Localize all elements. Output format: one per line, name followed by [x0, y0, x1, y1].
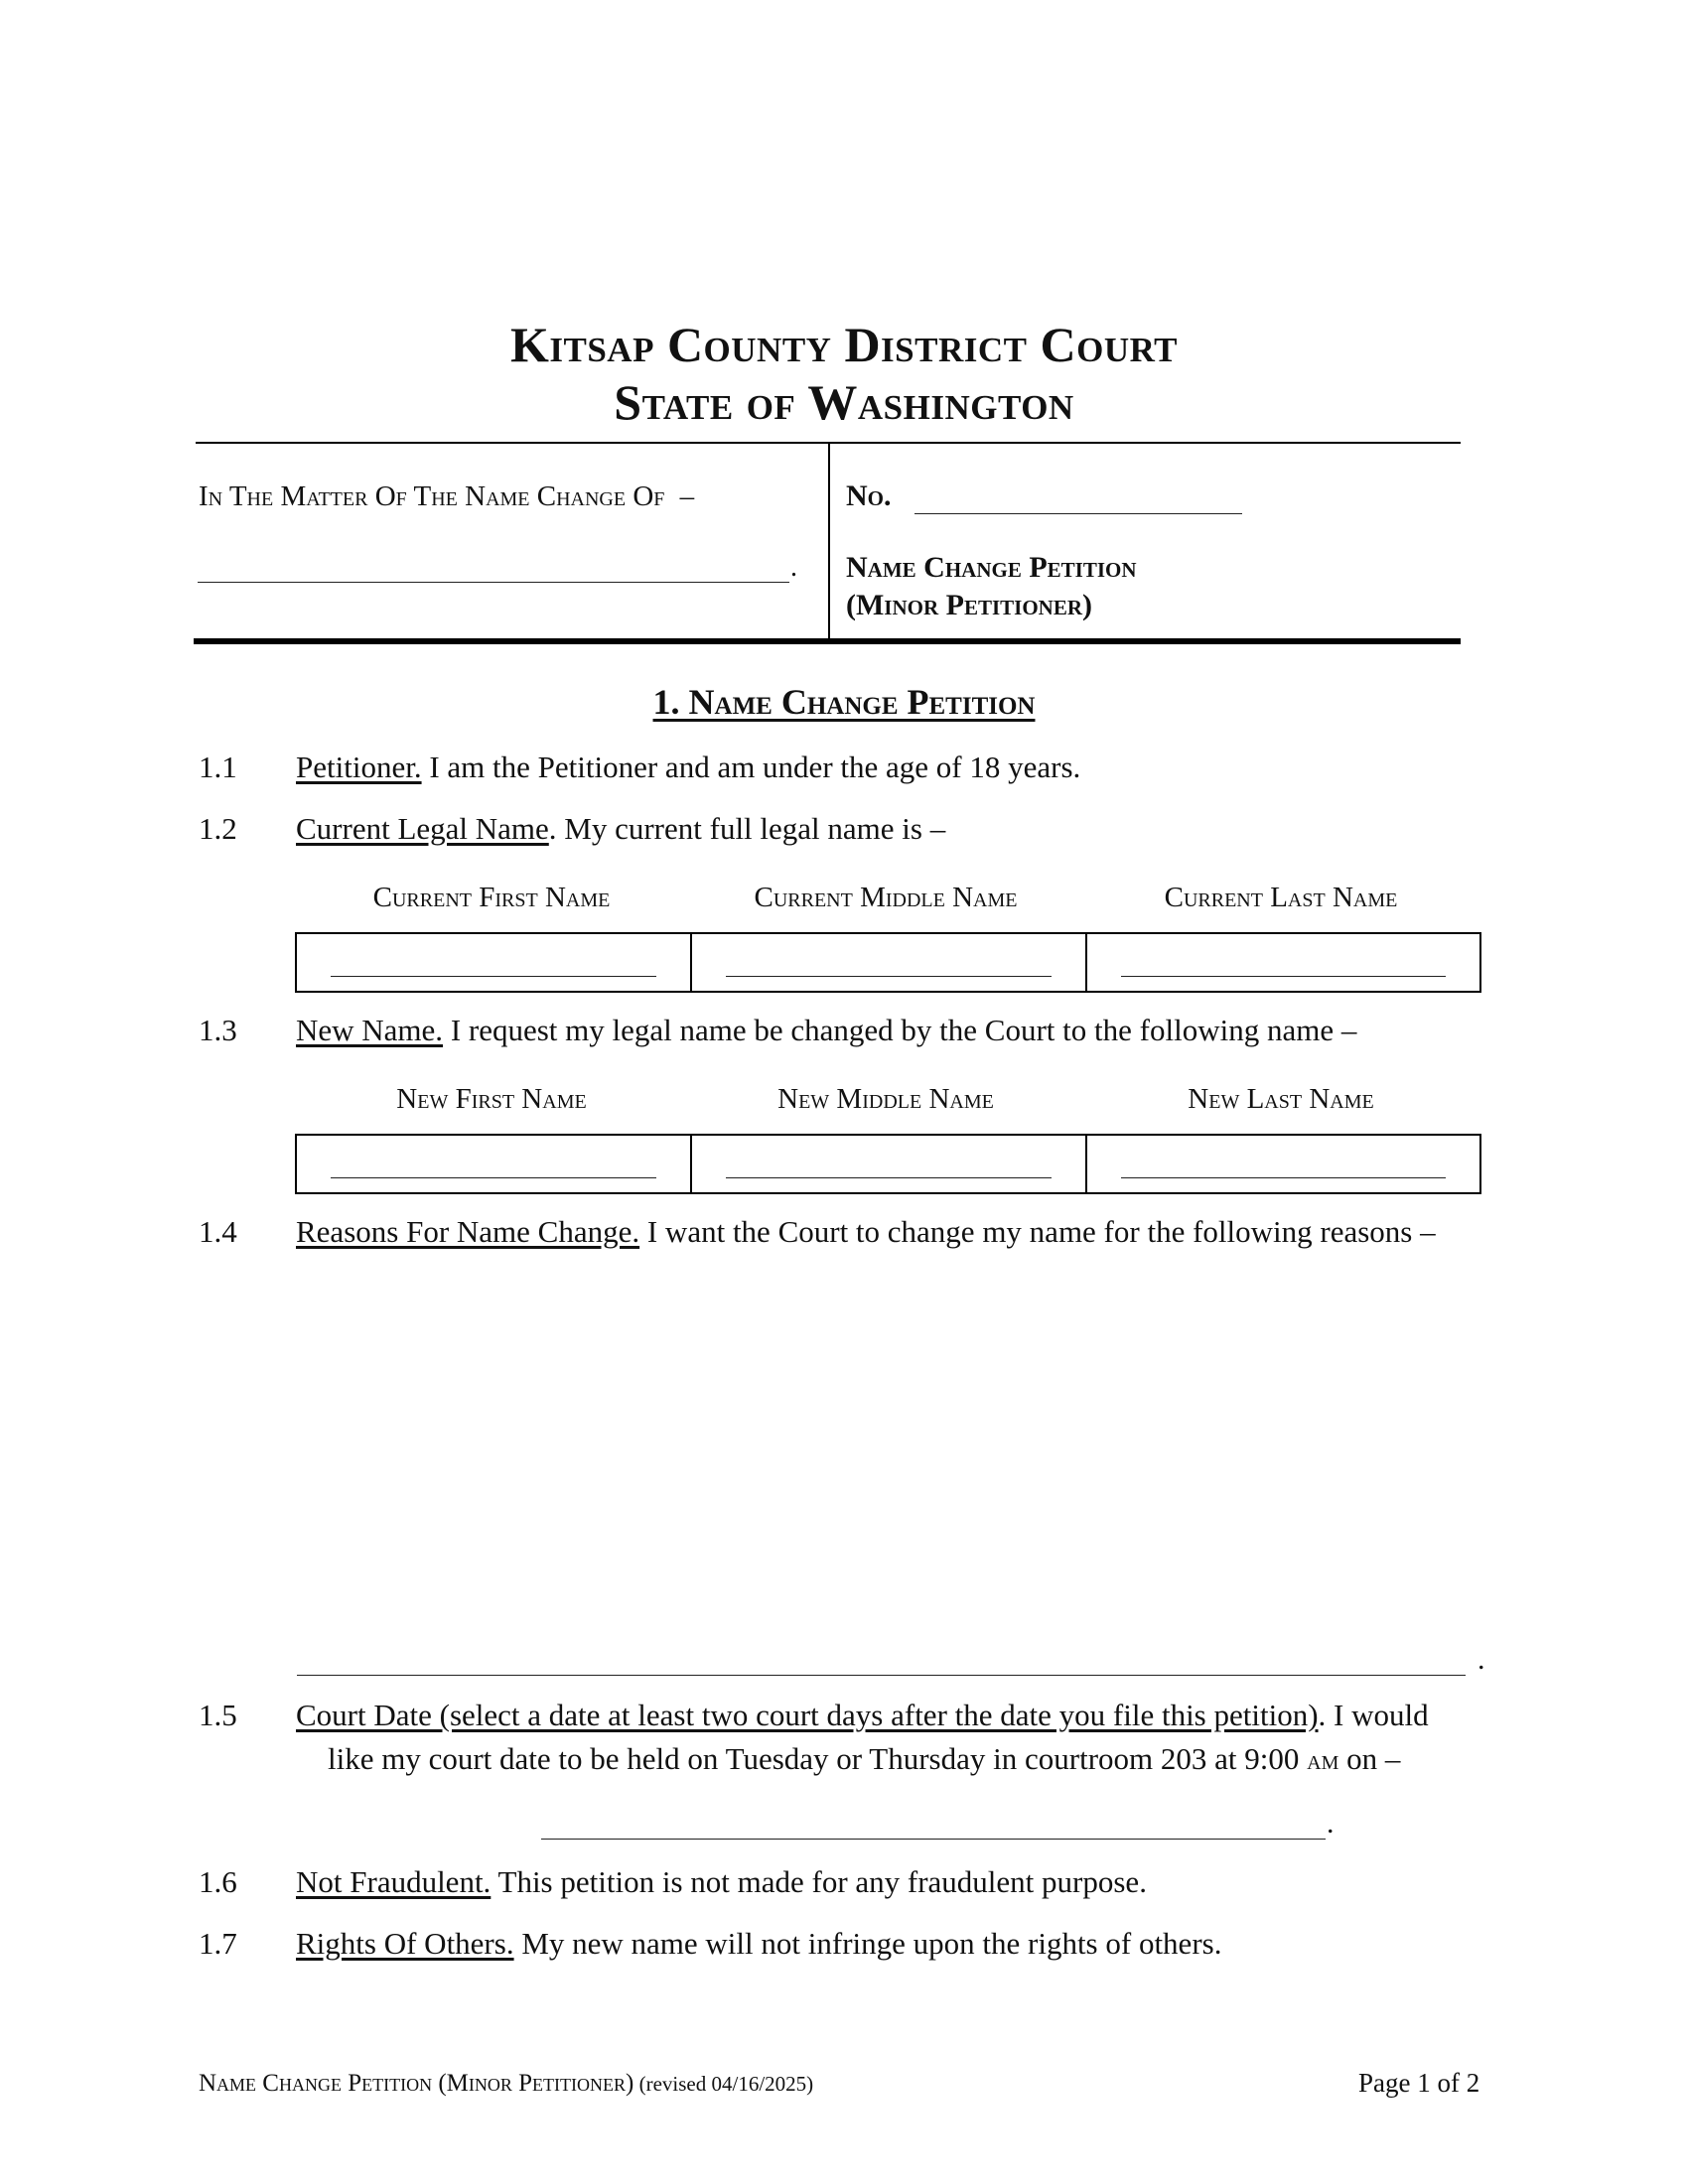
footer-revised: (revised 04/16/2025): [633, 2072, 814, 2096]
doc-title-line1: Name Change Petition: [846, 551, 1137, 584]
item-heading: Petitioner.: [296, 750, 422, 784]
item-text: I request my legal name be changed by the Court to the following name –: [443, 1013, 1357, 1047]
court-name: Kitsap County District Court: [509, 317, 1179, 372]
item-new-name: [296, 1013, 1356, 1048]
current-middle-name-header: Current Middle Name: [754, 882, 1018, 913]
item-heading: Not Fraudulent.: [296, 1864, 492, 1899]
matter-label-text: In The Matter Of The Name Change Of: [199, 480, 665, 512]
current-first-name-field[interactable]: [297, 934, 692, 991]
item-reasons: [296, 1214, 1436, 1250]
item-number: 1.6: [199, 1864, 237, 1899]
item-text: My new name will not infringe upon the rights of others.: [513, 1926, 1222, 1961]
new-last-name-header: New Last Name: [1188, 1083, 1374, 1115]
item-number: 1.2: [199, 811, 237, 846]
reasons-period: .: [1477, 1643, 1485, 1676]
new-first-name-header: New First Name: [396, 1083, 587, 1115]
section-title-text: 1. Name Change Petition: [652, 682, 1036, 722]
new-first-name-line: [331, 1177, 656, 1178]
item-current-legal-name: [296, 811, 945, 847]
footer-form-title: [199, 2070, 813, 2098]
court-date-period: .: [1327, 1807, 1335, 1840]
matter-label: [199, 480, 694, 513]
item-petitioner: [296, 750, 1080, 785]
item-not-fraudulent: [296, 1864, 1147, 1900]
new-last-name-field[interactable]: [1087, 1136, 1479, 1192]
court-date-text: like my court date to be held on Tuesday or Thursday in courtroom 203 at 9:00: [328, 1741, 1308, 1776]
item-heading: Current Legal Name: [296, 811, 549, 846]
item-heading: New Name.: [296, 1013, 444, 1047]
matter-name-period: .: [790, 552, 797, 583]
court-date-field[interactable]: [541, 1839, 1326, 1840]
case-no-field[interactable]: [914, 513, 1242, 514]
current-middle-name-line: [726, 976, 1052, 977]
state-name: State of Washington: [614, 374, 1074, 430]
reasons-field[interactable]: [297, 1675, 1466, 1676]
court-date-text-end: on –: [1338, 1741, 1401, 1776]
current-name-table: [295, 932, 1481, 993]
new-middle-name-line: [726, 1177, 1052, 1178]
court-date-am: am: [1307, 1744, 1339, 1776]
current-first-name-line: [331, 976, 656, 977]
footer-title-text: Name Change Petition (Minor Petitioner): [199, 2070, 634, 2097]
current-last-name-header: Current Last Name: [1164, 882, 1398, 913]
item-heading: Rights Of Others.: [296, 1926, 514, 1961]
item-text: I want the Court to change my name for the following reasons –: [639, 1214, 1436, 1249]
new-last-name-line: [1121, 1177, 1446, 1178]
current-last-name-field[interactable]: [1087, 934, 1479, 991]
item-number: 1.4: [199, 1214, 237, 1249]
item-text: . My current full legal name is –: [548, 811, 946, 846]
caption-divider: [828, 443, 830, 641]
current-first-name-header: Current First Name: [372, 882, 611, 913]
doc-title-line2: (Minor Petitioner): [846, 589, 1092, 621]
item-rights-of-others: [296, 1926, 1221, 1962]
item-text: . I would: [1318, 1698, 1429, 1732]
matter-dash: –: [679, 480, 695, 512]
case-no-label: No.: [846, 479, 892, 512]
item-heading: Reasons For Name Change.: [296, 1214, 640, 1249]
item-court-date-line2: [328, 1741, 1400, 1777]
new-first-name-field[interactable]: [297, 1136, 692, 1192]
new-middle-name-header: New Middle Name: [777, 1083, 994, 1115]
current-last-name-line: [1121, 976, 1446, 977]
section-title: [0, 681, 1688, 723]
caption-bottom-rule: [194, 638, 1461, 644]
new-name-table: [295, 1134, 1481, 1194]
item-number: 1.3: [199, 1013, 237, 1047]
new-middle-name-field[interactable]: [692, 1136, 1087, 1192]
item-number: 1.7: [199, 1926, 237, 1961]
item-number: 1.1: [199, 750, 237, 784]
item-number: 1.5: [199, 1698, 237, 1732]
current-middle-name-field[interactable]: [692, 934, 1087, 991]
item-text: I am the Petitioner and am under the age of 18 years.: [421, 750, 1081, 784]
footer-page-number: Page 1 of 2: [1358, 2068, 1480, 2098]
item-heading: Court Date (select a date at least two court days after the date you file this petition): [296, 1698, 1319, 1732]
item-text: This petition is not made for any fraudulent purpose.: [491, 1864, 1147, 1899]
matter-name-field[interactable]: [198, 582, 789, 583]
item-court-date: [296, 1698, 1429, 1733]
